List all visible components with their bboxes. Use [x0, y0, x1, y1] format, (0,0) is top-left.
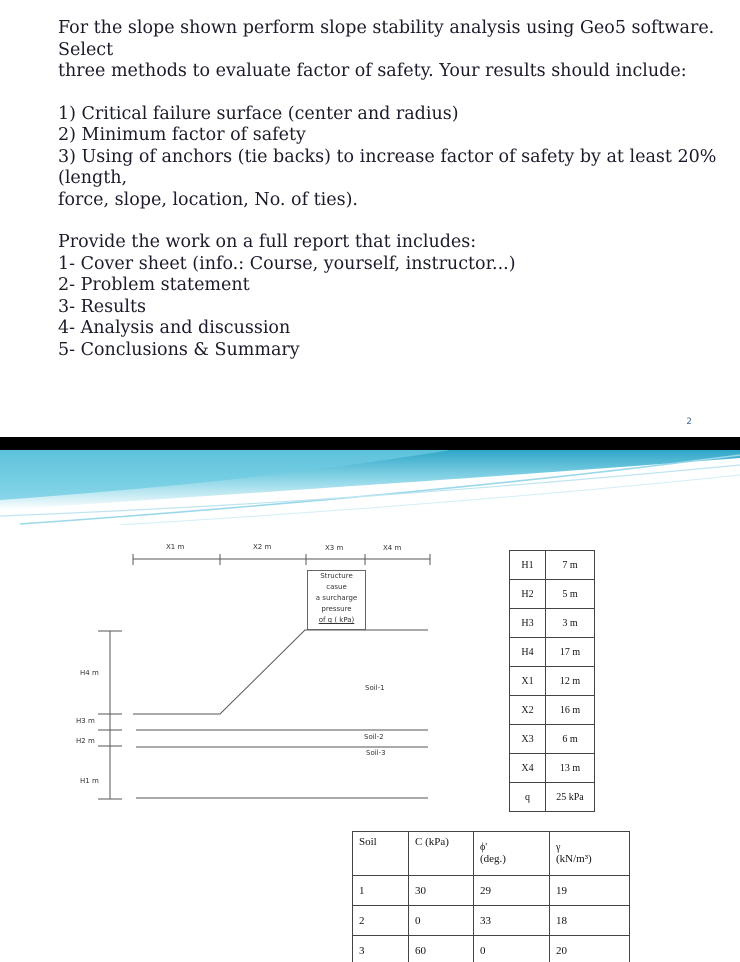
- page-number: 2: [686, 417, 692, 427]
- table-row: [510, 696, 595, 725]
- param-key: H3: [510, 609, 546, 638]
- param-key: X1: [510, 667, 546, 696]
- param-value: 5 m: [546, 580, 595, 609]
- table-row: [510, 638, 595, 667]
- table-cell: 60: [409, 936, 474, 962]
- column-header: [474, 832, 550, 876]
- structure-text: pressure: [321, 605, 352, 613]
- gamma-symbol: γ: [556, 842, 561, 853]
- param-value: 12 m: [546, 667, 595, 696]
- assignment-text: [58, 18, 718, 361]
- report-item: 3- Results: [58, 296, 147, 317]
- table-cell: 0: [474, 936, 550, 962]
- soil-label: Soil-1: [365, 684, 385, 692]
- report-item: 2- Problem statement: [58, 275, 250, 295]
- dim-label: X3 m: [325, 544, 344, 552]
- param-value: 3 m: [546, 609, 595, 638]
- dim-label: X1 m: [166, 543, 185, 551]
- param-value: 7 m: [546, 551, 595, 580]
- param-value: 16 m: [546, 696, 595, 725]
- decorative-banner: [0, 450, 740, 525]
- column-header: Soil: [353, 832, 409, 876]
- unit-text: (deg.): [480, 853, 506, 865]
- table-row: [510, 754, 595, 783]
- param-key: X4: [510, 754, 546, 783]
- param-key: H1: [510, 551, 546, 580]
- param-key: H4: [510, 638, 546, 667]
- table-cell: 0: [409, 906, 474, 936]
- report-title: Provide the work on a full report that includes:: [58, 232, 477, 252]
- param-value: 13 m: [546, 754, 595, 783]
- height-label: H2 m: [76, 737, 95, 745]
- table-cell: 2: [353, 906, 409, 936]
- report-item: 5- Conclusions & Summary: [58, 339, 300, 360]
- soil-label: Soil-2: [364, 733, 384, 741]
- param-value: 25 kPa: [546, 783, 595, 812]
- table-header-row: [353, 832, 630, 876]
- table-row: [353, 936, 630, 962]
- page-2: [0, 450, 740, 962]
- table-row: [353, 876, 630, 906]
- table-cell: 33: [474, 906, 550, 936]
- result-item: 2) Minimum factor of safety: [58, 125, 306, 145]
- unit-text: (kN/m³): [556, 853, 592, 865]
- column-header: [550, 832, 630, 876]
- table-row: [353, 906, 630, 936]
- column-header: C (kPa): [409, 832, 474, 876]
- param-value: 6 m: [546, 725, 595, 754]
- structure-text: a surcharge: [315, 594, 358, 602]
- structure-text: of q ( kPa): [318, 616, 355, 624]
- param-key: X2: [510, 696, 546, 725]
- table-cell: 18: [550, 906, 630, 936]
- param-key: H2: [510, 580, 546, 609]
- table-cell: 29: [474, 876, 550, 906]
- param-key: X3: [510, 725, 546, 754]
- structure-text: casue: [326, 583, 347, 591]
- intro-line: For the slope shown perform slope stability analysis using Geo5 software. Select: [58, 18, 715, 60]
- soil-label: Soil-3: [366, 749, 386, 757]
- result-item: 1) Critical failure surface (center and radius): [58, 103, 459, 124]
- phi-symbol: ϕ': [480, 842, 488, 853]
- height-label: H3 m: [76, 717, 95, 725]
- soil-properties-table: [352, 831, 630, 962]
- table-row: [510, 725, 595, 754]
- structure-text: Structure: [320, 572, 353, 580]
- table-cell: 20: [550, 936, 630, 962]
- table-cell: 1: [353, 876, 409, 906]
- report-item: 1- Cover sheet (info.: Course, yourself, instructor...): [58, 253, 516, 274]
- parameter-table: [509, 550, 595, 812]
- table-row: [510, 667, 595, 696]
- table-row: [510, 551, 595, 580]
- result-item: 3) Using of anchors (tie backs) to increase factor of safety by at least 20% (length,: [58, 146, 717, 188]
- structure-box: [307, 570, 366, 630]
- table-row: [510, 609, 595, 638]
- report-item: 4- Analysis and discussion: [58, 318, 291, 338]
- table-cell: 19: [550, 876, 630, 906]
- dim-label: X4 m: [383, 544, 402, 552]
- table-cell: 3: [353, 936, 409, 962]
- result-item: force, slope, location, No. of ties).: [58, 189, 358, 210]
- height-label: H1 m: [80, 777, 99, 785]
- intro-line: three methods to evaluate factor of safety. Your results should include:: [58, 61, 687, 81]
- height-label: H4 m: [80, 669, 99, 677]
- slope-figure: [60, 534, 455, 814]
- dim-label: X2 m: [253, 543, 272, 551]
- page-1: [0, 0, 740, 437]
- param-value: 17 m: [546, 638, 595, 667]
- table-row: [510, 783, 595, 812]
- table-cell: 30: [409, 876, 474, 906]
- table-row: [510, 580, 595, 609]
- param-key: q: [510, 783, 546, 812]
- slope-drawing: [60, 534, 455, 814]
